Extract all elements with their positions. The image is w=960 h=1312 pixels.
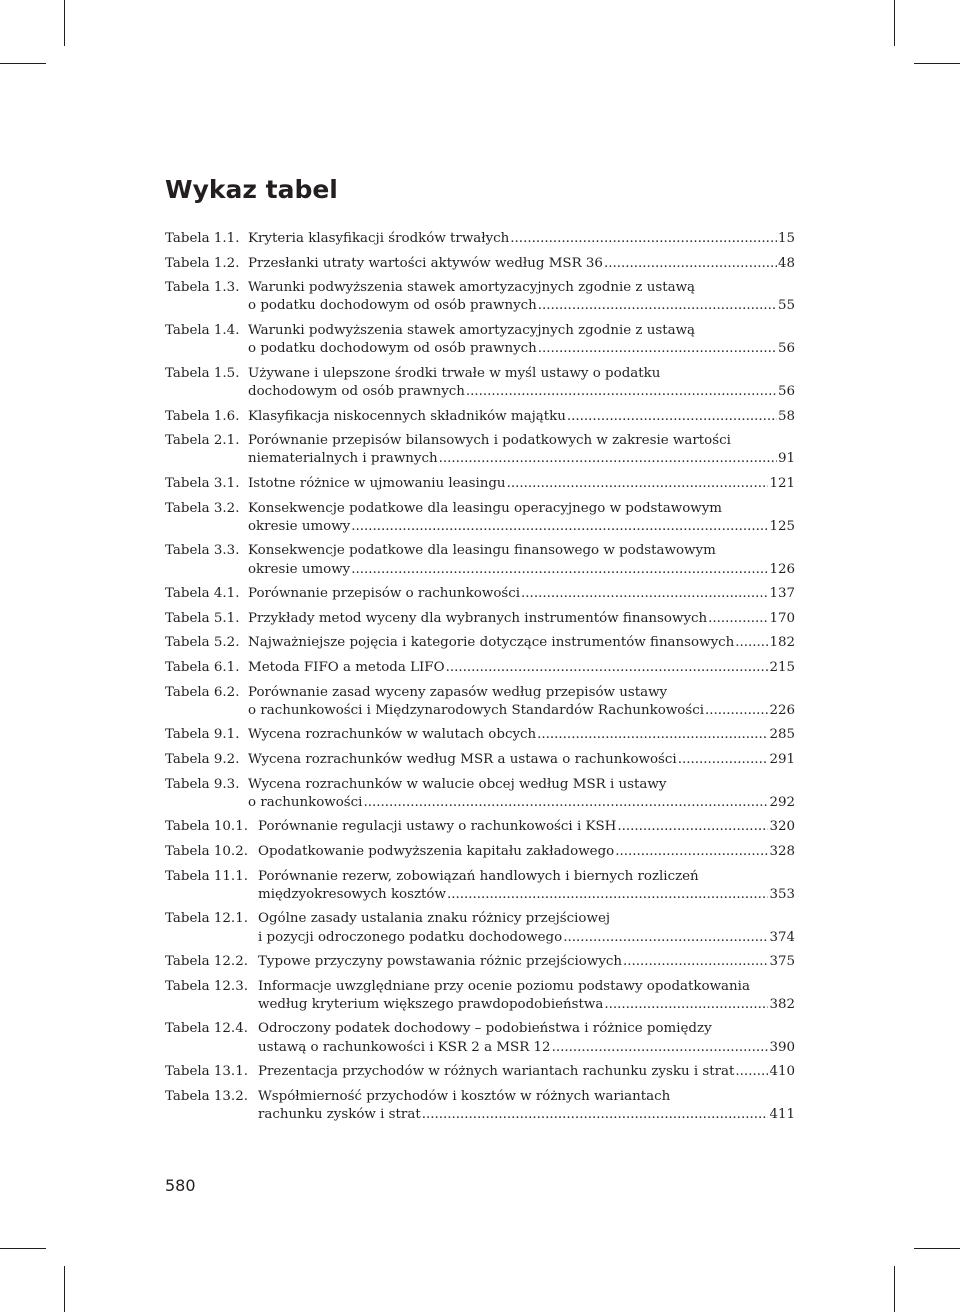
caption-line: Odroczony podatek dochodowy – podobieństwa i różnice pomiędzy <box>258 1021 712 1037</box>
table-caption <box>258 868 795 904</box>
table-caption <box>248 776 795 812</box>
table-label: Tabela 12.3. <box>165 978 248 994</box>
table-caption <box>248 230 795 248</box>
page-title: Wykaz tabel <box>165 175 338 204</box>
table-caption <box>248 322 795 358</box>
table-caption <box>248 432 795 468</box>
dot-leader <box>363 794 768 812</box>
caption-text: Porównanie regulacji ustawy o rachunkowości i KSH <box>258 819 617 835</box>
table-label: Tabela 2.1. <box>165 433 240 449</box>
page-ref: 353 <box>769 886 795 902</box>
crop-mark <box>894 0 895 46</box>
caption-last-line <box>248 561 795 579</box>
table-label: Tabela 6.2. <box>165 684 240 700</box>
dot-leader <box>507 475 769 493</box>
caption-line: Konsekwencje podatkowe dla leasingu operacyjnego w podstawowym <box>248 500 722 516</box>
dot-leader <box>351 518 768 536</box>
dot-leader <box>351 561 768 579</box>
dot-leader <box>537 726 768 744</box>
page-ref: 55 <box>777 298 795 314</box>
toc-entry <box>165 432 795 468</box>
page-ref: 215 <box>769 659 795 675</box>
caption-last-line <box>248 383 795 401</box>
dot-leader <box>538 340 777 358</box>
page-ref: 56 <box>777 341 795 357</box>
caption-line: Konsekwencje podatkowe dla leasingu finansowego w podstawowym <box>248 543 716 559</box>
page-ref: 170 <box>769 610 795 626</box>
caption-text: według kryterium większego prawdopodobieństwa <box>258 996 604 1012</box>
page-ref: 328 <box>769 843 795 859</box>
table-label: Tabela 9.2. <box>165 751 240 767</box>
caption-last-line <box>258 886 795 904</box>
caption-last-line <box>248 659 795 677</box>
page-ref: 125 <box>769 518 795 534</box>
page-ref: 56 <box>777 383 795 399</box>
page-ref: 226 <box>769 702 795 718</box>
caption-text: o rachunkowości <box>248 794 363 810</box>
table-caption <box>248 542 795 578</box>
toc-entry <box>165 475 795 493</box>
toc-entry <box>165 230 795 248</box>
caption-text: okresie umowy <box>248 561 351 577</box>
caption-last-line <box>258 818 795 836</box>
table-label: Tabela 13.2. <box>165 1088 248 1104</box>
crop-mark <box>914 1248 960 1249</box>
table-label: Tabela 3.2. <box>165 500 240 516</box>
caption-line: Warunki podwyższenia stawek amortyzacyjnych zgodnie z ustawą <box>248 280 696 296</box>
toc-entry <box>165 818 795 836</box>
page-ref: 374 <box>769 929 795 945</box>
table-caption <box>258 818 795 836</box>
toc-entry <box>165 751 795 769</box>
caption-last-line <box>248 475 795 493</box>
table-label: Tabela 4.1. <box>165 586 240 602</box>
table-caption <box>248 659 795 677</box>
caption-text: okresie umowy <box>248 518 351 534</box>
dot-leader <box>615 843 768 861</box>
toc-entry <box>165 843 795 861</box>
toc-entry <box>165 1020 795 1056</box>
table-caption <box>248 751 795 769</box>
table-caption <box>248 475 795 493</box>
dot-leader <box>446 659 769 677</box>
caption-text: Prezentacja przychodów w różnych wariantach rachunku zysku i strat <box>258 1064 735 1080</box>
caption-last-line <box>258 1063 795 1081</box>
caption-text: Istotne różnice w ujmowaniu leasingu <box>248 475 506 491</box>
table-label: Tabela 6.1. <box>165 659 240 675</box>
page-ref: 15 <box>777 231 795 246</box>
caption-last-line <box>258 929 795 947</box>
table-list <box>165 230 795 1131</box>
table-caption <box>248 408 795 426</box>
table-label: Tabela 3.1. <box>165 475 240 491</box>
table-caption <box>248 255 795 273</box>
dot-leader <box>422 1106 769 1124</box>
dot-leader <box>705 702 768 720</box>
table-caption <box>258 1088 795 1124</box>
table-label: Tabela 10.1. <box>165 819 248 835</box>
caption-last-line <box>248 794 795 812</box>
caption-text: Metoda FIFO a metoda LIFO <box>248 659 445 675</box>
table-label: Tabela 5.1. <box>165 610 240 626</box>
crop-mark <box>914 63 960 64</box>
dot-leader <box>563 929 768 947</box>
dot-leader <box>617 818 768 836</box>
page-ref: 411 <box>769 1107 795 1123</box>
toc-entry <box>165 726 795 744</box>
toc-entry <box>165 255 795 273</box>
caption-last-line <box>248 450 795 468</box>
table-caption <box>248 279 795 315</box>
table-label: Tabela 12.2. <box>165 954 248 970</box>
caption-last-line <box>258 1039 795 1057</box>
caption-last-line <box>248 610 795 628</box>
page-ref: 320 <box>769 819 795 835</box>
table-caption <box>248 684 795 720</box>
caption-text: międzyokresowych kosztów <box>258 886 446 902</box>
crop-mark <box>894 1266 895 1312</box>
toc-entry <box>165 634 795 652</box>
table-label: Tabela 1.5. <box>165 365 240 381</box>
crop-mark <box>0 63 46 64</box>
table-caption <box>258 978 795 1014</box>
toc-entry <box>165 365 795 401</box>
dot-leader <box>678 751 769 769</box>
caption-last-line <box>248 255 795 273</box>
table-label: Tabela 9.1. <box>165 727 240 743</box>
table-caption <box>248 365 795 401</box>
dot-leader <box>538 297 777 315</box>
toc-entry <box>165 1088 795 1124</box>
toc-entry <box>165 953 795 971</box>
dot-leader <box>604 255 777 273</box>
dot-leader <box>521 585 768 603</box>
page-ref: 292 <box>769 794 795 810</box>
caption-last-line <box>248 518 795 536</box>
caption-text: Porównanie przepisów o rachunkowości <box>248 586 521 602</box>
caption-last-line <box>248 585 795 603</box>
table-caption <box>248 634 795 652</box>
caption-last-line <box>258 843 795 861</box>
caption-text: Przykłady metod wyceny dla wybranych instrumentów finansowych <box>248 610 708 626</box>
crop-mark <box>64 1266 65 1312</box>
caption-text: Typowe przyczyny powstawania różnic przejściowych <box>258 954 623 970</box>
page-ref: 375 <box>769 954 795 970</box>
dot-leader <box>510 230 777 248</box>
caption-line: Warunki podwyższenia stawek amortyzacyjnych zgodnie z ustawą <box>248 322 696 338</box>
toc-entry <box>165 610 795 628</box>
caption-line: Współmierność przychodów i kosztów w różnych wariantach <box>258 1088 671 1104</box>
caption-line: Używane i ulepszone środki trwałe w myśl ustawy o podatku <box>248 365 661 381</box>
caption-line: Informacje uwzględniane przy ocenie poziomu podstawy opodatkowania <box>258 978 750 994</box>
caption-last-line <box>248 634 795 652</box>
caption-text: ustawą o rachunkowości i KSR 2 a MSR 12 <box>258 1039 551 1055</box>
table-caption <box>248 726 795 744</box>
caption-text: Opodatkowanie podwyższenia kapitału zakładowego <box>258 843 615 859</box>
caption-text: o rachunkowości i Międzynarodowych Standardów Rachunkowości <box>248 702 705 718</box>
table-label: Tabela 3.3. <box>165 543 240 559</box>
page-ref: 58 <box>777 408 795 424</box>
caption-last-line <box>248 408 795 426</box>
toc-entry <box>165 1063 795 1081</box>
caption-text: niematerialnych i prawnych <box>248 451 438 467</box>
toc-entry <box>165 408 795 426</box>
page-ref: 182 <box>769 635 795 651</box>
table-label: Tabela 13.1. <box>165 1064 248 1080</box>
caption-line: Porównanie przepisów bilansowych i podatkowych w zakresie wartości <box>248 433 731 449</box>
dot-leader <box>552 1039 769 1057</box>
table-label: Tabela 1.2. <box>165 255 240 271</box>
table-label: Tabela 12.1. <box>165 911 248 927</box>
caption-text: Klasyfikacja niskocennych składników majątku <box>248 408 566 424</box>
table-label: Tabela 12.4. <box>165 1021 248 1037</box>
caption-line: Porównanie rezerw, zobowiązań handlowych i biernych rozliczeń <box>258 868 699 884</box>
page-ref: 121 <box>769 475 795 491</box>
crop-mark <box>64 0 65 46</box>
page-ref: 285 <box>769 727 795 743</box>
page-ref: 137 <box>769 586 795 602</box>
toc-entry <box>165 585 795 603</box>
table-caption <box>258 910 795 946</box>
caption-text: o podatku dochodowym od osób prawnych <box>248 298 537 314</box>
dot-leader <box>567 408 777 426</box>
table-caption <box>248 500 795 536</box>
dot-leader <box>439 450 777 468</box>
table-caption <box>258 953 795 971</box>
page-ref: 48 <box>777 255 795 271</box>
caption-last-line <box>248 340 795 358</box>
caption-text: Kryteria klasyfikacji środków trwałych <box>248 231 510 246</box>
table-caption <box>258 843 795 861</box>
table-caption <box>248 610 795 628</box>
caption-text: Wycena rozrachunków według MSR a ustawa o rachunkowości <box>248 751 677 767</box>
dot-leader <box>447 886 768 904</box>
toc-entry <box>165 776 795 812</box>
caption-line: Ogólne zasady ustalania znaku różnicy przejściowej <box>258 911 611 927</box>
caption-last-line <box>248 702 795 720</box>
table-label: Tabela 11.1. <box>165 868 248 884</box>
dot-leader <box>708 610 768 628</box>
caption-last-line <box>248 726 795 744</box>
dot-leader <box>604 996 768 1014</box>
toc-entry <box>165 659 795 677</box>
dot-leader <box>735 1063 768 1081</box>
table-label: Tabela 10.2. <box>165 843 248 859</box>
page-ref: 390 <box>769 1039 795 1055</box>
dot-leader <box>735 634 768 652</box>
caption-text: Wycena rozrachunków w walutach obcych <box>248 727 537 743</box>
dot-leader <box>466 383 777 401</box>
table-label: Tabela 9.3. <box>165 776 240 792</box>
table-caption <box>258 1063 795 1081</box>
caption-text: dochodowym od osób prawnych <box>248 383 465 399</box>
toc-entry <box>165 868 795 904</box>
table-label: Tabela 1.3. <box>165 280 240 296</box>
table-caption <box>248 585 795 603</box>
caption-last-line <box>258 953 795 971</box>
table-label: Tabela 1.6. <box>165 408 240 424</box>
page-ref: 91 <box>777 451 795 467</box>
toc-entry <box>165 542 795 578</box>
toc-entry <box>165 978 795 1014</box>
caption-last-line <box>258 996 795 1014</box>
table-caption <box>258 1020 795 1056</box>
caption-text: o podatku dochodowym od osób prawnych <box>248 341 537 357</box>
caption-line: Wycena rozrachunków w walucie obcej według MSR i ustawy <box>248 776 667 792</box>
toc-entry <box>165 910 795 946</box>
caption-last-line <box>248 751 795 769</box>
toc-entry <box>165 279 795 315</box>
page-ref: 126 <box>769 561 795 577</box>
table-label: Tabela 1.1. <box>165 231 240 246</box>
caption-last-line <box>248 230 795 248</box>
page-number: 580 <box>165 1176 196 1195</box>
caption-text: Najważniejsze pojęcia i kategorie dotyczące instrumentów finansowych <box>248 635 735 651</box>
caption-text: rachunku zysków i strat <box>258 1107 421 1123</box>
caption-last-line <box>248 297 795 315</box>
toc-entry <box>165 500 795 536</box>
caption-last-line <box>258 1106 795 1124</box>
caption-text: i pozycji odroczonego podatku dochodowego <box>258 929 563 945</box>
dot-leader <box>623 953 768 971</box>
crop-mark <box>0 1248 46 1249</box>
toc-entry <box>165 322 795 358</box>
table-label: Tabela 1.4. <box>165 322 240 338</box>
toc-entry <box>165 684 795 720</box>
page-ref: 382 <box>769 996 795 1012</box>
caption-line: Porównanie zasad wyceny zapasów według przepisów ustawy <box>248 684 668 700</box>
page-ref: 410 <box>769 1064 795 1080</box>
page-ref: 291 <box>769 751 795 767</box>
caption-text: Przesłanki utraty wartości aktywów według MSR 36 <box>248 255 603 271</box>
table-label: Tabela 5.2. <box>165 635 240 651</box>
